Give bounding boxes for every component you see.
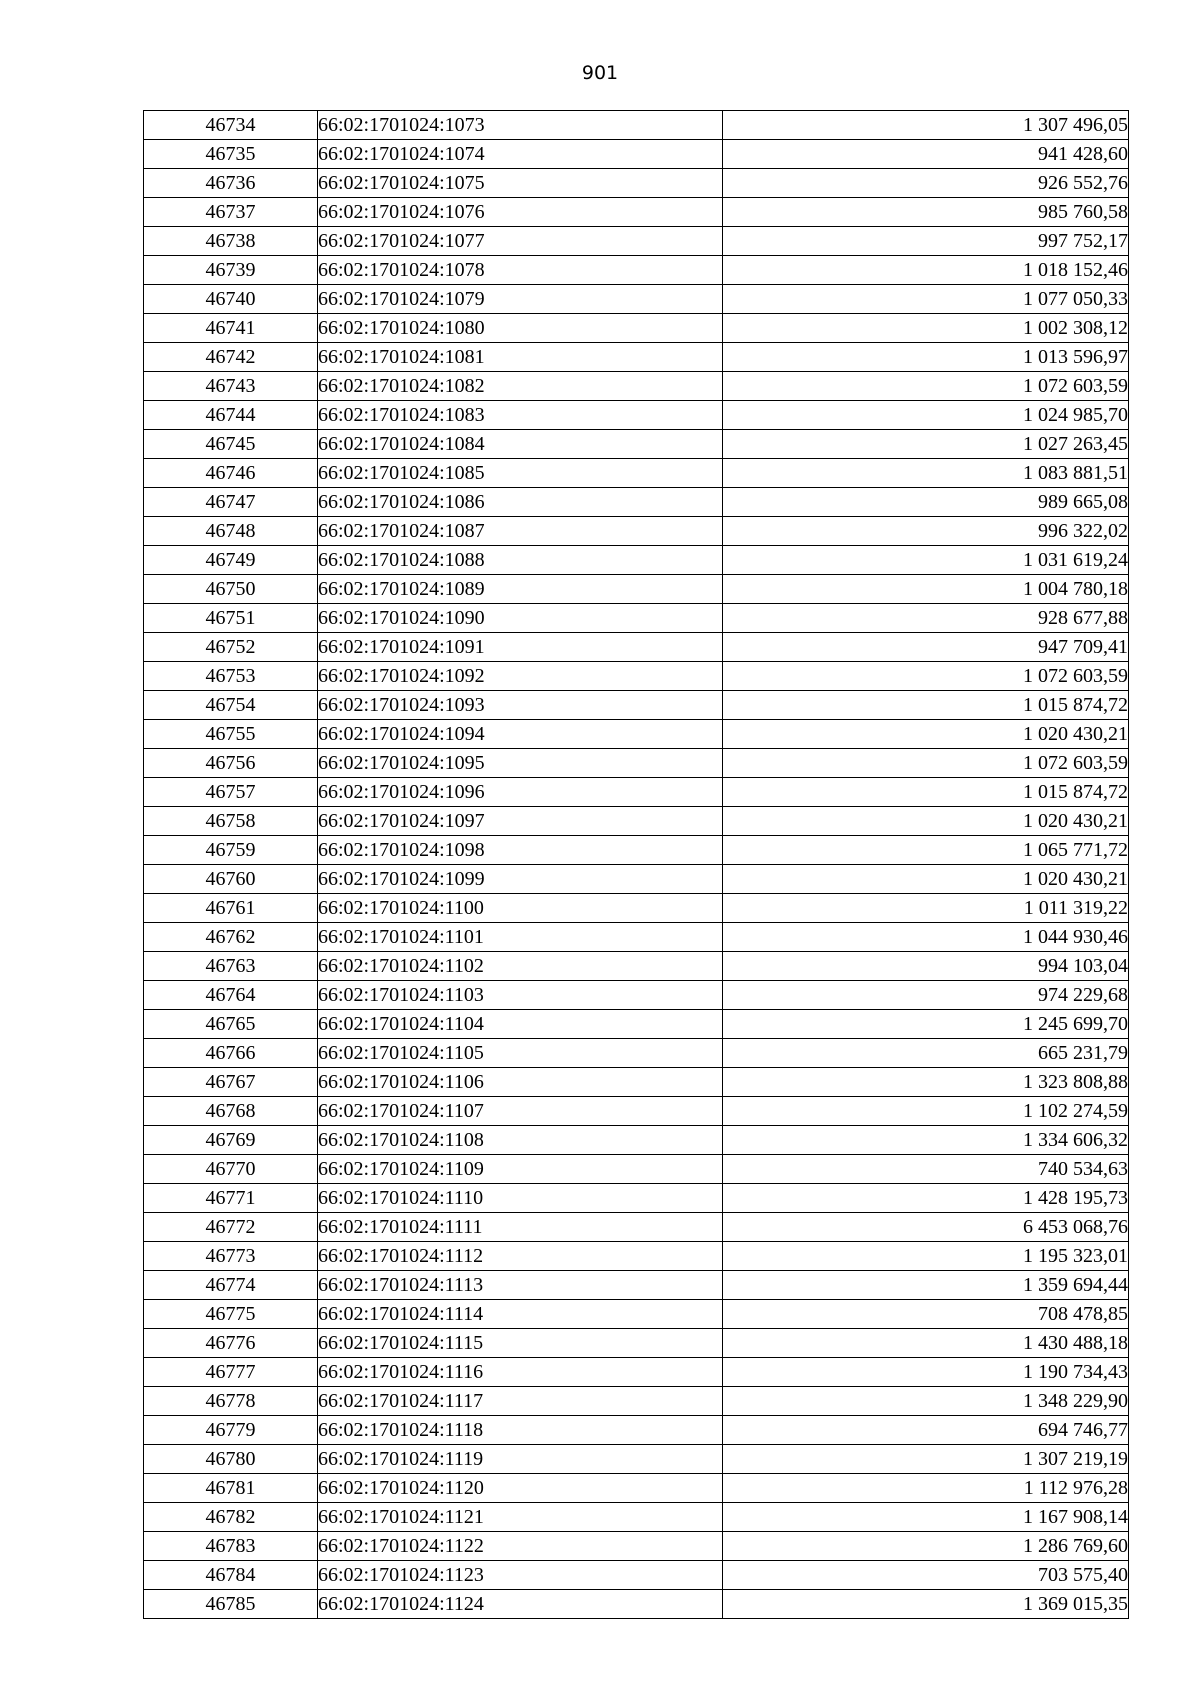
row-number-cell: 46783 [144, 1532, 318, 1561]
cadastral-value-cell: 1 015 874,72 [723, 778, 1129, 807]
row-number-cell: 46754 [144, 691, 318, 720]
cadastral-number-cell: 66:02:1701024:1092 [318, 662, 723, 691]
table-row [144, 1300, 1129, 1329]
cadastral-value-cell: 1 024 985,70 [723, 401, 1129, 430]
cadastral-value-cell: 1 077 050,33 [723, 285, 1129, 314]
row-number-cell: 46782 [144, 1503, 318, 1532]
table-row [144, 198, 1129, 227]
cadastral-number-cell: 66:02:1701024:1088 [318, 546, 723, 575]
cadastral-number-cell: 66:02:1701024:1110 [318, 1184, 723, 1213]
cadastral-value-cell: 947 709,41 [723, 633, 1129, 662]
row-number-cell: 46765 [144, 1010, 318, 1039]
table-row [144, 227, 1129, 256]
cadastral-number-cell: 66:02:1701024:1108 [318, 1126, 723, 1155]
cadastral-number-cell: 66:02:1701024:1075 [318, 169, 723, 198]
row-number-cell: 46740 [144, 285, 318, 314]
cadastral-number-cell: 66:02:1701024:1078 [318, 256, 723, 285]
cadastral-number-cell: 66:02:1701024:1077 [318, 227, 723, 256]
cadastral-number-cell: 66:02:1701024:1103 [318, 981, 723, 1010]
row-number-cell: 46776 [144, 1329, 318, 1358]
cadastral-value-cell: 1 020 430,21 [723, 807, 1129, 836]
table-row [144, 1445, 1129, 1474]
table-row [144, 1358, 1129, 1387]
cadastral-number-cell: 66:02:1701024:1087 [318, 517, 723, 546]
cadastral-number-cell: 66:02:1701024:1115 [318, 1329, 723, 1358]
cadastral-number-cell: 66:02:1701024:1104 [318, 1010, 723, 1039]
cadastral-value-cell: 1 031 619,24 [723, 546, 1129, 575]
cadastral-value-cell: 1 044 930,46 [723, 923, 1129, 952]
cadastral-number-cell: 66:02:1701024:1089 [318, 575, 723, 604]
table-row [144, 285, 1129, 314]
cadastral-value-cell: 1 020 430,21 [723, 865, 1129, 894]
cadastral-value-cell: 1 011 319,22 [723, 894, 1129, 923]
cadastral-number-cell: 66:02:1701024:1105 [318, 1039, 723, 1068]
table-row [144, 720, 1129, 749]
cadastral-number-cell: 66:02:1701024:1085 [318, 459, 723, 488]
table-row [144, 1242, 1129, 1271]
table-row [144, 1329, 1129, 1358]
cadastral-value-cell: 1 002 308,12 [723, 314, 1129, 343]
cadastral-value-cell: 1 018 152,46 [723, 256, 1129, 285]
cadastral-value-cell: 708 478,85 [723, 1300, 1129, 1329]
table-row [144, 372, 1129, 401]
cadastral-value-cell: 1 307 496,05 [723, 111, 1129, 140]
table-row [144, 1184, 1129, 1213]
cadastral-value-cell: 1 027 263,45 [723, 430, 1129, 459]
cadastral-value-cell: 6 453 068,76 [723, 1213, 1129, 1242]
table-row [144, 1416, 1129, 1445]
cadastral-number-cell: 66:02:1701024:1079 [318, 285, 723, 314]
cadastral-number-cell: 66:02:1701024:1111 [318, 1213, 723, 1242]
row-number-cell: 46777 [144, 1358, 318, 1387]
row-number-cell: 46762 [144, 923, 318, 952]
cadastral-value-cell: 994 103,04 [723, 952, 1129, 981]
table-row [144, 1126, 1129, 1155]
row-number-cell: 46785 [144, 1590, 318, 1619]
cadastral-number-cell: 66:02:1701024:1086 [318, 488, 723, 517]
table-row [144, 1213, 1129, 1242]
cadastral-value-cell: 1 195 323,01 [723, 1242, 1129, 1271]
row-number-cell: 46746 [144, 459, 318, 488]
cadastral-number-cell: 66:02:1701024:1122 [318, 1532, 723, 1561]
cadastral-value-cell: 1 245 699,70 [723, 1010, 1129, 1039]
table-row [144, 807, 1129, 836]
cadastral-value-cell: 1 359 694,44 [723, 1271, 1129, 1300]
cadastral-value-cell: 1 015 874,72 [723, 691, 1129, 720]
row-number-cell: 46742 [144, 343, 318, 372]
cadastral-value-cell: 665 231,79 [723, 1039, 1129, 1068]
table-row [144, 894, 1129, 923]
cadastral-number-cell: 66:02:1701024:1084 [318, 430, 723, 459]
row-number-cell: 46738 [144, 227, 318, 256]
table-row [144, 314, 1129, 343]
table-row [144, 256, 1129, 285]
table-row [144, 865, 1129, 894]
table-row [144, 836, 1129, 865]
table-row [144, 1010, 1129, 1039]
row-number-cell: 46743 [144, 372, 318, 401]
cadastral-number-cell: 66:02:1701024:1099 [318, 865, 723, 894]
table-row [144, 1590, 1129, 1619]
cadastral-number-cell: 66:02:1701024:1114 [318, 1300, 723, 1329]
row-number-cell: 46761 [144, 894, 318, 923]
table-row [144, 749, 1129, 778]
cadastral-number-cell: 66:02:1701024:1074 [318, 140, 723, 169]
row-number-cell: 46771 [144, 1184, 318, 1213]
row-number-cell: 46773 [144, 1242, 318, 1271]
cadastral-number-cell: 66:02:1701024:1080 [318, 314, 723, 343]
cadastral-value-cell: 1 065 771,72 [723, 836, 1129, 865]
table-row [144, 1474, 1129, 1503]
row-number-cell: 46735 [144, 140, 318, 169]
cadastral-number-cell: 66:02:1701024:1123 [318, 1561, 723, 1590]
cadastral-number-cell: 66:02:1701024:1102 [318, 952, 723, 981]
row-number-cell: 46767 [144, 1068, 318, 1097]
cadastral-number-cell: 66:02:1701024:1117 [318, 1387, 723, 1416]
table-row [144, 575, 1129, 604]
cadastral-number-cell: 66:02:1701024:1090 [318, 604, 723, 633]
cadastral-value-cell: 1 013 596,97 [723, 343, 1129, 372]
cadastral-value-cell: 928 677,88 [723, 604, 1129, 633]
table-row [144, 546, 1129, 575]
cadastral-number-cell: 66:02:1701024:1082 [318, 372, 723, 401]
cadastral-value-cell: 1 190 734,43 [723, 1358, 1129, 1387]
table-row [144, 1271, 1129, 1300]
cadastral-number-cell: 66:02:1701024:1083 [318, 401, 723, 430]
cadastral-number-cell: 66:02:1701024:1116 [318, 1358, 723, 1387]
cadastral-value-cell: 926 552,76 [723, 169, 1129, 198]
cadastral-value-cell: 1 072 603,59 [723, 662, 1129, 691]
table-row [144, 1503, 1129, 1532]
table-row [144, 401, 1129, 430]
cadastral-number-cell: 66:02:1701024:1081 [318, 343, 723, 372]
row-number-cell: 46745 [144, 430, 318, 459]
cadastral-value-cell: 740 534,63 [723, 1155, 1129, 1184]
cadastral-value-cell: 1 004 780,18 [723, 575, 1129, 604]
cadastral-value-cell: 1 020 430,21 [723, 720, 1129, 749]
row-number-cell: 46768 [144, 1097, 318, 1126]
cadastral-value-cell: 1 102 274,59 [723, 1097, 1129, 1126]
cadastral-number-cell: 66:02:1701024:1106 [318, 1068, 723, 1097]
cadastral-value-cell: 694 746,77 [723, 1416, 1129, 1445]
cadastral-value-cell: 1 369 015,35 [723, 1590, 1129, 1619]
cadastral-value-cell: 1 072 603,59 [723, 372, 1129, 401]
table-row [144, 633, 1129, 662]
table-row [144, 1387, 1129, 1416]
row-number-cell: 46744 [144, 401, 318, 430]
table-row [144, 981, 1129, 1010]
cadastral-number-cell: 66:02:1701024:1112 [318, 1242, 723, 1271]
cadastral-number-cell: 66:02:1701024:1118 [318, 1416, 723, 1445]
table-row [144, 1039, 1129, 1068]
table-row [144, 140, 1129, 169]
table-body [144, 111, 1129, 1619]
cadastral-value-cell: 1 083 881,51 [723, 459, 1129, 488]
row-number-cell: 46759 [144, 836, 318, 865]
row-number-cell: 46780 [144, 1445, 318, 1474]
table-row [144, 1097, 1129, 1126]
table-row [144, 952, 1129, 981]
table-row [144, 604, 1129, 633]
table-row [144, 459, 1129, 488]
row-number-cell: 46741 [144, 314, 318, 343]
cadastral-number-cell: 66:02:1701024:1107 [318, 1097, 723, 1126]
cadastral-value-cell: 1 072 603,59 [723, 749, 1129, 778]
cadastral-number-cell: 66:02:1701024:1121 [318, 1503, 723, 1532]
cadastral-number-cell: 66:02:1701024:1109 [318, 1155, 723, 1184]
row-number-cell: 46775 [144, 1300, 318, 1329]
table-row [144, 923, 1129, 952]
row-number-cell: 46755 [144, 720, 318, 749]
cadastral-value-cell: 941 428,60 [723, 140, 1129, 169]
cadastral-value-cell: 703 575,40 [723, 1561, 1129, 1590]
table-row [144, 778, 1129, 807]
cadastral-number-cell: 66:02:1701024:1097 [318, 807, 723, 836]
row-number-cell: 46778 [144, 1387, 318, 1416]
table-row [144, 111, 1129, 140]
table-row [144, 1532, 1129, 1561]
table-row [144, 343, 1129, 372]
row-number-cell: 46769 [144, 1126, 318, 1155]
cadastral-value-cell: 1 307 219,19 [723, 1445, 1129, 1474]
cadastral-number-cell: 66:02:1701024:1113 [318, 1271, 723, 1300]
table-row [144, 488, 1129, 517]
table-row [144, 1068, 1129, 1097]
cadastral-number-cell: 66:02:1701024:1119 [318, 1445, 723, 1474]
cadastral-number-cell: 66:02:1701024:1098 [318, 836, 723, 865]
cadastral-number-cell: 66:02:1701024:1093 [318, 691, 723, 720]
cadastral-value-cell: 1 323 808,88 [723, 1068, 1129, 1097]
cadastral-value-cell: 989 665,08 [723, 488, 1129, 517]
cadastral-value-cell: 997 752,17 [723, 227, 1129, 256]
table-row [144, 430, 1129, 459]
cadastral-value-cell: 1 112 976,28 [723, 1474, 1129, 1503]
table-row [144, 1155, 1129, 1184]
row-number-cell: 46781 [144, 1474, 318, 1503]
row-number-cell: 46764 [144, 981, 318, 1010]
cadastral-value-table [143, 110, 1129, 1619]
row-number-cell: 46739 [144, 256, 318, 285]
row-number-cell: 46753 [144, 662, 318, 691]
table-row [144, 517, 1129, 546]
cadastral-number-cell: 66:02:1701024:1091 [318, 633, 723, 662]
cadastral-number-cell: 66:02:1701024:1073 [318, 111, 723, 140]
cadastral-value-cell: 974 229,68 [723, 981, 1129, 1010]
row-number-cell: 46752 [144, 633, 318, 662]
cadastral-number-cell: 66:02:1701024:1096 [318, 778, 723, 807]
row-number-cell: 46734 [144, 111, 318, 140]
table-row [144, 1561, 1129, 1590]
cadastral-value-cell: 1 286 769,60 [723, 1532, 1129, 1561]
cadastral-value-cell: 1 428 195,73 [723, 1184, 1129, 1213]
row-number-cell: 46736 [144, 169, 318, 198]
cadastral-number-cell: 66:02:1701024:1120 [318, 1474, 723, 1503]
row-number-cell: 46774 [144, 1271, 318, 1300]
table-row [144, 691, 1129, 720]
row-number-cell: 46748 [144, 517, 318, 546]
row-number-cell: 46749 [144, 546, 318, 575]
cadastral-number-cell: 66:02:1701024:1094 [318, 720, 723, 749]
cadastral-value-cell: 996 322,02 [723, 517, 1129, 546]
cadastral-number-cell: 66:02:1701024:1101 [318, 923, 723, 952]
cadastral-value-cell: 1 167 908,14 [723, 1503, 1129, 1532]
cadastral-value-cell: 1 334 606,32 [723, 1126, 1129, 1155]
row-number-cell: 46737 [144, 198, 318, 227]
row-number-cell: 46770 [144, 1155, 318, 1184]
cadastral-value-cell: 1 430 488,18 [723, 1329, 1129, 1358]
row-number-cell: 46756 [144, 749, 318, 778]
row-number-cell: 46772 [144, 1213, 318, 1242]
cadastral-value-cell: 1 348 229,90 [723, 1387, 1129, 1416]
cadastral-number-cell: 66:02:1701024:1100 [318, 894, 723, 923]
row-number-cell: 46784 [144, 1561, 318, 1590]
row-number-cell: 46751 [144, 604, 318, 633]
row-number-cell: 46763 [144, 952, 318, 981]
row-number-cell: 46757 [144, 778, 318, 807]
row-number-cell: 46758 [144, 807, 318, 836]
table-row [144, 169, 1129, 198]
row-number-cell: 46779 [144, 1416, 318, 1445]
row-number-cell: 46747 [144, 488, 318, 517]
row-number-cell: 46750 [144, 575, 318, 604]
page-number: 901 [581, 62, 619, 84]
row-number-cell: 46766 [144, 1039, 318, 1068]
cadastral-number-cell: 66:02:1701024:1095 [318, 749, 723, 778]
row-number-cell: 46760 [144, 865, 318, 894]
cadastral-value-cell: 985 760,58 [723, 198, 1129, 227]
cadastral-number-cell: 66:02:1701024:1124 [318, 1590, 723, 1619]
cadastral-number-cell: 66:02:1701024:1076 [318, 198, 723, 227]
table-row [144, 662, 1129, 691]
